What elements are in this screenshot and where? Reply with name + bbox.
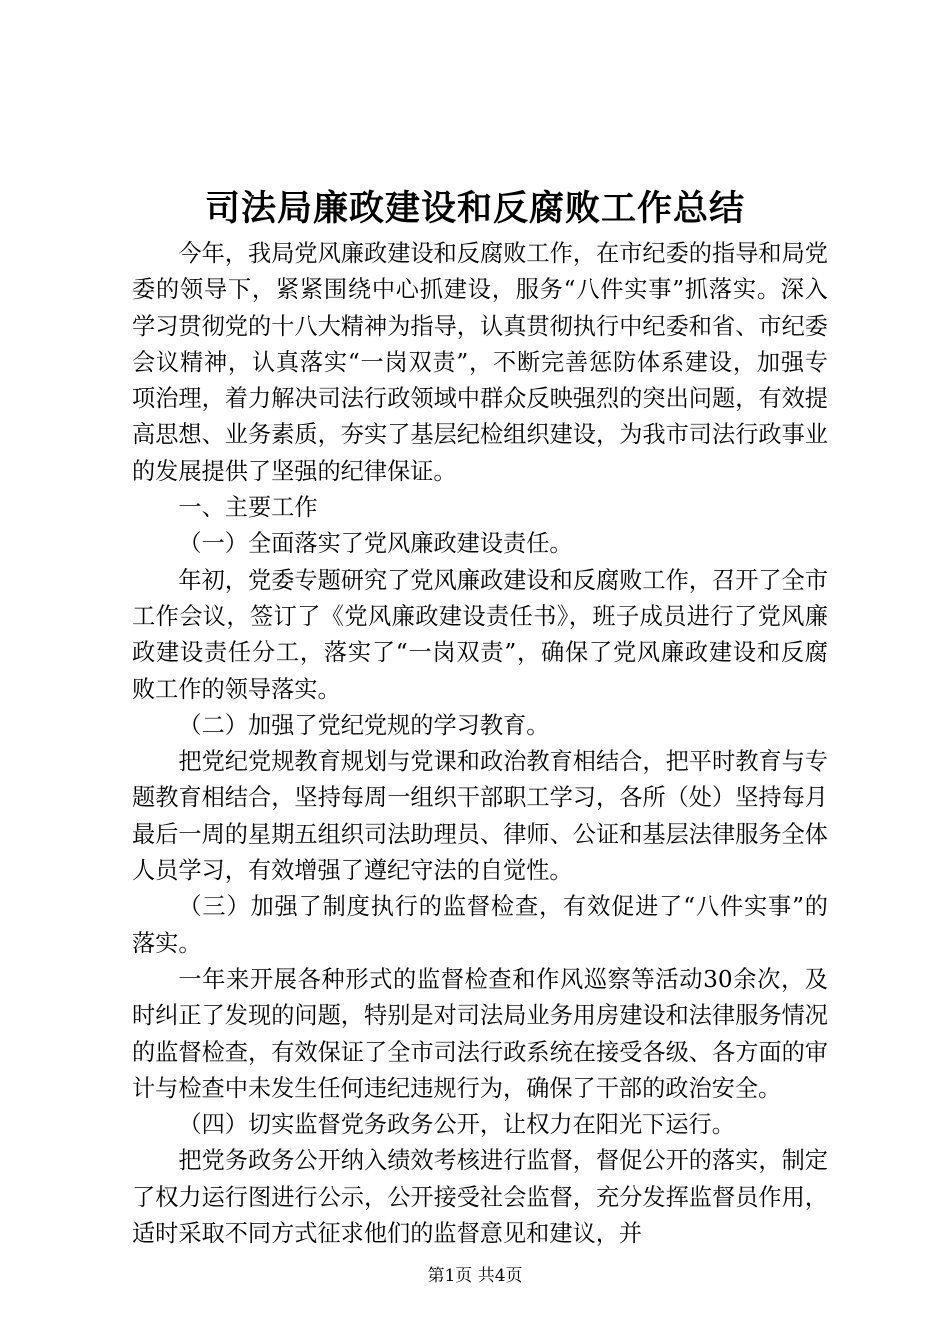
section-heading-main-work: 一、主要工作 — [178, 494, 318, 522]
page-number-footer: 第1页 共4页 — [427, 1266, 523, 1286]
paragraph-1: 年初，党委专题研究了党风廉政建设和反腐败工作，召开了全市工作会议，签订了《党风廉政建设责任书》，班子成员进行了党风廉政建设责任分工，落实了“一岗双责”，确保了党风廉政建设和反腐败工作的领导落实。 — [132, 566, 828, 703]
subheading-1: （一）全面落实了党风廉政建设责任。 — [178, 530, 573, 558]
paragraph-intro: 今年，我局党风廉政建设和反腐败工作，在市纪委的指导和局党委的领导下，紧紧围绕中心抓建设，服务“八件实事”抓落实。深入学习贯彻党的十八大精神为指导，认真贯彻执行中纪委和省、市纪委会议精神，认真落实“一岗双责”，不断完善惩防体系建设，加强专项治理，着力解决司法行政领域中群众反映强烈的突出问题，有效提高思想、业务素质，夯实了基层纪检组织建设，为我市司法行政事业的发展提供了坚强的纪律保证。 — [132, 240, 828, 485]
document-title: 司法局廉政建设和反腐败工作总结 — [204, 188, 745, 229]
subheading-3: （三）加强了制度执行的监督检查，有效促进了“八件实事”的落实。 — [132, 893, 828, 957]
document-body — [132, 236, 828, 1252]
paragraph-4: 把党务政务公开纳入绩效考核进行监督，督促公开的落实，制定了权力运行图进行公示，公开接受社会监督，充分发挥监督员作用，适时采取不同方式征求他们的监督意见和建议，并 — [132, 1147, 828, 1248]
paragraph-2: 把党纪党规教育规划与党课和政治教育相结合，把平时教育与专题教育相结合，坚持每周一组织干部职工学习，各所（处）坚持每月最后一周的星期五组织司法助理员、律师、公证和基层法律服务全体人员学习，有效增强了遵纪守法的自觉性。 — [132, 748, 828, 885]
subheading-4: （四）切实监督党务政务公开，让权力在阳光下运行。 — [178, 1111, 735, 1139]
paragraph-3: 一年来开展各种形式的监督检查和作风巡察等活动30余次，及时纠正了发现的问题，特别是对司法局业务用房建设和法律服务情况的监督检查，有效保证了全市司法行政系统在接受各级、各方面的审计与检查中未发生任何违纪违规行为，确保了干部的政治安全。 — [132, 965, 828, 1102]
subheading-2: （二）加强了党纪党规的学习教育。 — [178, 711, 550, 739]
